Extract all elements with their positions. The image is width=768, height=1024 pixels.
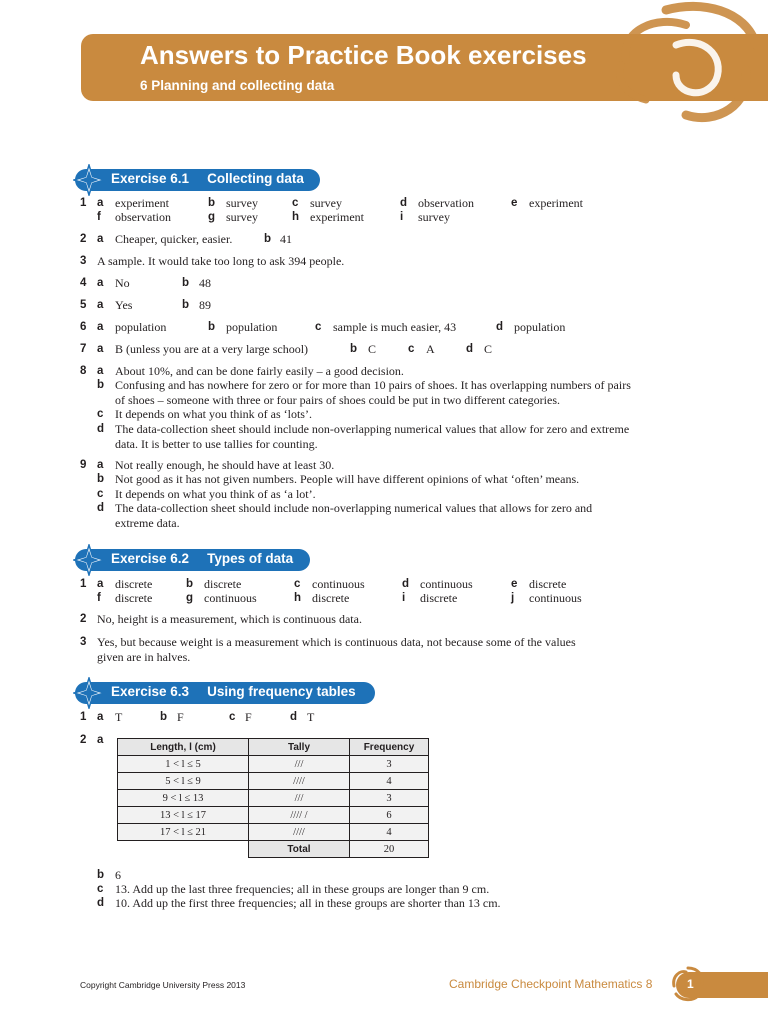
answer-text: continuous (312, 577, 365, 591)
answer-text: 10. Add up the first three frequencies; all in these groups are shorter than 13 cm. (115, 896, 501, 910)
answer-text: F (245, 710, 252, 724)
part-letter: a (97, 321, 104, 333)
part-letter: c (408, 343, 415, 355)
part-letter: j (511, 592, 515, 604)
exercise-heading (73, 169, 323, 191)
star-icon (73, 164, 105, 196)
part-letter: c (294, 578, 301, 590)
part-letter: d (97, 897, 105, 909)
answer-text: discrete (115, 591, 153, 605)
exercise-number: Exercise 6.2 (111, 551, 190, 566)
exercise-number: Exercise 6.3 (111, 684, 190, 699)
answer-text: 89 (199, 298, 211, 312)
question-number: 7 (80, 343, 87, 355)
part-letter: d (97, 423, 105, 435)
copyright-text: Copyright Cambridge University Press 2013 (80, 980, 246, 990)
part-letter: a (97, 459, 104, 471)
answer-text: of shoes – someone with three or four pairs of shoes could be put in two different categories. (115, 393, 560, 407)
part-letter: b (208, 197, 216, 209)
part-letter: b (97, 869, 105, 881)
part-letter: a (97, 734, 104, 746)
answer-text: experiment (310, 210, 364, 224)
answer-text: The data-collection sheet should include non-overlapping numerical values that allows for zero and (115, 501, 593, 515)
part-letter: a (97, 233, 104, 245)
answer-text: continuous (529, 591, 582, 605)
total-value: 20 (350, 841, 429, 858)
answer-text: population (226, 320, 278, 334)
answer-text: Cheaper, quicker, easier. (115, 232, 233, 246)
answer-text: Not really enough, he should have at least 30. (115, 458, 335, 472)
answer-text: Confusing and has nowhere for zero or for more than 10 pairs of shoes. It has overlapping numbers of pairs (115, 378, 631, 392)
part-letter: b (160, 711, 168, 723)
tally-cell: //// / (249, 807, 350, 824)
page-title: Answers to Practice Book exercises (140, 40, 587, 70)
answer-text: Yes (115, 298, 133, 312)
answer-text: discrete (529, 577, 567, 591)
question-number: 8 (80, 365, 87, 377)
answer-text: Yes, but because weight is a measurement which is continuous data, not because some of the values (97, 635, 576, 649)
part-letter: d (496, 321, 504, 333)
column-header: Tally (249, 739, 350, 756)
answer-text: experiment (115, 196, 169, 210)
question-number: 1 (80, 711, 87, 723)
table-total-row (118, 841, 429, 858)
tally-cell: /// (249, 756, 350, 773)
answer-text: observation (418, 196, 474, 210)
answer-text: continuous (204, 591, 257, 605)
table-cell: 1 < l ≤ 5 (118, 756, 249, 773)
table-cell: 9 < l ≤ 13 (118, 790, 249, 807)
answer-text: A sample. It would take too long to ask 394 people. (97, 254, 345, 268)
star-icon (73, 677, 105, 709)
page-subtitle: 6 Planning and collecting data (140, 78, 335, 93)
question-number: 1 (80, 197, 87, 209)
answer-text: T (115, 710, 123, 724)
answer-text: extreme data. (115, 516, 180, 530)
question-number: 2 (80, 613, 87, 625)
answer-text: A (426, 342, 435, 356)
table-cell: 13 < l ≤ 17 (118, 807, 249, 824)
answer-text: 6 (115, 868, 121, 882)
question-number: 2 (80, 734, 87, 746)
answer-text: survey (226, 196, 258, 210)
part-letter: a (97, 365, 104, 377)
part-letter: c (315, 321, 322, 333)
part-letter: b (182, 299, 190, 311)
table-cell: 3 (350, 790, 429, 807)
part-letter: b (264, 233, 272, 245)
part-letter: f (97, 211, 101, 223)
answer-text: T (307, 710, 315, 724)
part-letter: e (511, 197, 518, 209)
question-number: 4 (80, 277, 87, 289)
table-cell: 4 (350, 824, 429, 841)
answer-text: 48 (199, 276, 211, 290)
part-letter: g (186, 592, 194, 604)
part-letter: c (97, 883, 104, 895)
table-row (118, 756, 429, 773)
part-letter: a (97, 197, 104, 209)
tally-cell: //// (249, 773, 350, 790)
answer-text: population (115, 320, 167, 334)
part-letter: h (292, 211, 300, 223)
question-number: 3 (80, 636, 87, 648)
part-letter: f (97, 592, 101, 604)
column-header: Frequency (350, 739, 429, 756)
frequency-table (117, 738, 429, 858)
answer-text: About 10%, and can be done fairly easily – a good decision. (115, 364, 404, 378)
part-letter: d (466, 343, 474, 355)
answer-text: experiment (529, 196, 583, 210)
answer-text: It depends on what you think of as ‘a lot’. (115, 487, 316, 501)
answer-text: population (514, 320, 566, 334)
answer-text: No (115, 276, 130, 290)
exercise-name: Collecting data (207, 171, 304, 186)
answer-text: discrete (312, 591, 350, 605)
table-cell: 6 (350, 807, 429, 824)
question-number: 1 (80, 578, 87, 590)
part-letter: g (208, 211, 216, 223)
part-letter: a (97, 711, 104, 723)
part-letter: a (97, 578, 104, 590)
table-cell: 3 (350, 756, 429, 773)
question-number: 5 (80, 299, 87, 311)
table-cell: 17 < l ≤ 21 (118, 824, 249, 841)
part-letter: c (97, 488, 104, 500)
part-letter: b (350, 343, 358, 355)
answer-text: sample is much easier, 43 (333, 320, 457, 334)
book-title: Cambridge Checkpoint Mathematics 8 (449, 977, 653, 991)
table-row (118, 807, 429, 824)
tally-cell: //// (249, 824, 350, 841)
exercise-name: Using frequency tables (207, 684, 356, 699)
question-number: 3 (80, 255, 87, 267)
answer-text: F (177, 710, 184, 724)
answer-text: C (368, 342, 377, 356)
answer-text: The data-collection sheet should include non-overlapping numerical values that allow for zero and extreme (115, 422, 630, 436)
part-letter: h (294, 592, 302, 604)
part-letter: d (402, 578, 410, 590)
part-letter: c (97, 408, 104, 420)
tally-cell: /// (249, 790, 350, 807)
answer-text: 41 (280, 232, 292, 246)
star-icon (73, 544, 105, 576)
table-row (118, 790, 429, 807)
answer-text: discrete (115, 577, 153, 591)
table-row (118, 773, 429, 790)
answer-text: Not good as it has not given numbers. People will have different opinions of what ‘often’ means. (115, 472, 580, 486)
table-cell: 4 (350, 773, 429, 790)
question-number: 9 (80, 459, 87, 471)
answer-text: survey (226, 210, 258, 224)
answer-text: 13. Add up the last three frequencies; all in these groups are longer than 9 cm. (115, 882, 490, 896)
page-number: 1 (687, 977, 694, 991)
answer-text: C (484, 342, 493, 356)
total-label: Total (249, 841, 350, 858)
exercise-number: Exercise 6.1 (111, 171, 190, 186)
part-letter: b (97, 473, 105, 485)
answer-text: discrete (420, 591, 458, 605)
part-letter: e (511, 578, 518, 590)
part-letter: d (290, 711, 298, 723)
answer-text: given are in halves. (97, 650, 191, 664)
part-letter: d (400, 197, 408, 209)
table-header-row (118, 739, 429, 756)
answer-text: continuous (420, 577, 473, 591)
part-letter: c (292, 197, 299, 209)
swirl-logo-icon (606, 0, 768, 128)
part-letter: b (182, 277, 190, 289)
part-letter: i (400, 211, 404, 223)
part-letter: i (402, 592, 406, 604)
answer-text: survey (418, 210, 450, 224)
part-letter: b (208, 321, 216, 333)
answer-text: survey (310, 196, 342, 210)
column-header: Length, l (cm) (118, 739, 249, 756)
answer-text: It depends on what you think of as ‘lots’. (115, 407, 312, 421)
part-letter: a (97, 277, 104, 289)
answer-text: data. It is better to use tallies for counting. (115, 437, 318, 451)
part-letter: b (186, 578, 194, 590)
answer-text: No, height is a measurement, which is continuous data. (97, 612, 362, 626)
part-letter: a (97, 299, 104, 311)
answer-text: observation (115, 210, 171, 224)
exercise-heading (73, 549, 313, 571)
answer-text: discrete (204, 577, 242, 591)
part-letter: c (229, 711, 236, 723)
part-letter: d (97, 502, 105, 514)
table-cell: 5 < l ≤ 9 (118, 773, 249, 790)
table-row (118, 824, 429, 841)
question-number: 2 (80, 233, 87, 245)
exercise-heading (73, 682, 378, 704)
exercise-name: Types of data (207, 551, 294, 566)
answer-text: B (unless you are at a very large school) (115, 342, 309, 356)
part-letter: b (97, 379, 105, 391)
part-letter: a (97, 343, 104, 355)
question-number: 6 (80, 321, 87, 333)
